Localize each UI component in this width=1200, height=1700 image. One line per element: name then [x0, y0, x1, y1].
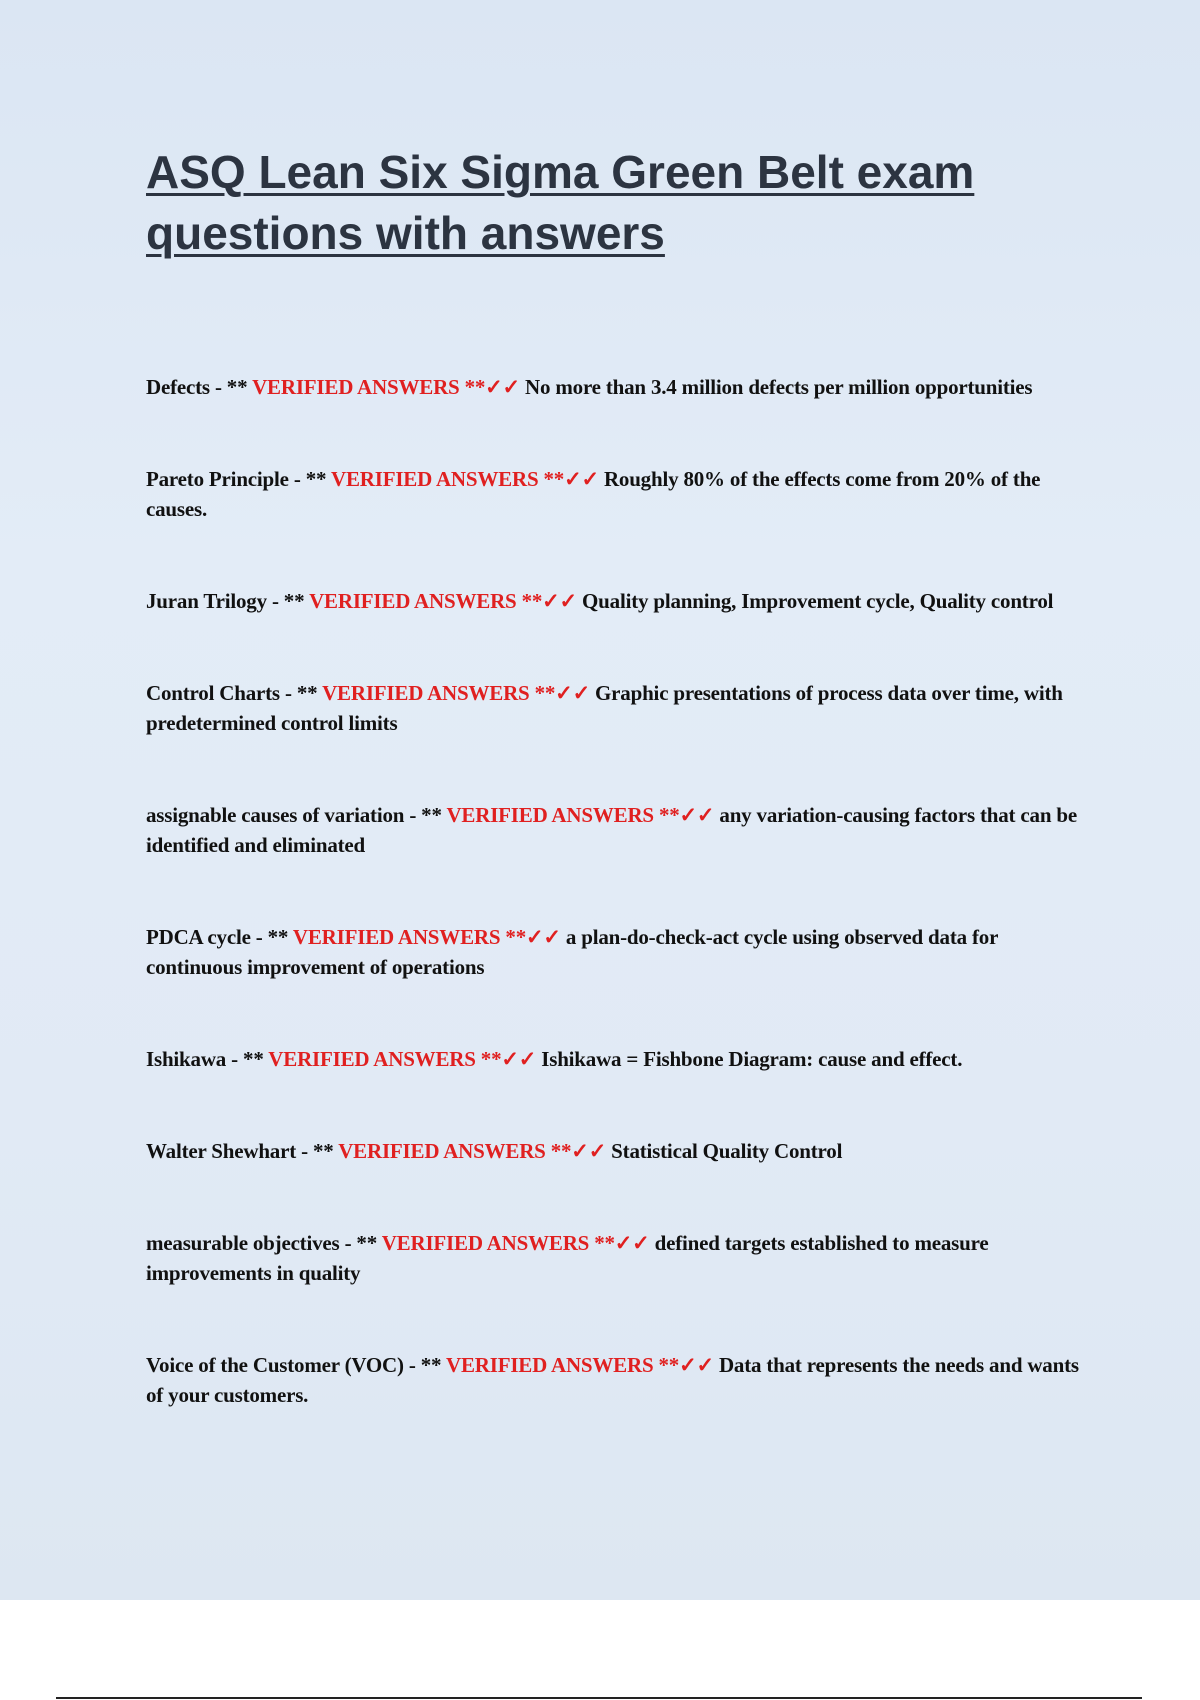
qa-term: Control Charts: [146, 681, 280, 705]
verified-label: VERIFIED ANSWERS: [268, 1047, 476, 1071]
prefix-marks: **: [356, 1231, 382, 1255]
qa-answer: a plan-do-check-act cycle using observed data for continuous improvement of operations: [146, 925, 998, 979]
qa-entry: [146, 1350, 1096, 1472]
qa-term: measurable objectives: [146, 1231, 340, 1255]
check-icon: **✓✓: [545, 1139, 607, 1163]
check-icon: **✓✓: [516, 589, 577, 613]
qa-entry: [146, 1044, 1096, 1136]
verified-label: VERIFIED ANSWERS: [338, 1139, 546, 1163]
separator: -: [404, 803, 422, 827]
check-icon: **✓✓: [653, 1353, 714, 1377]
verified-label: VERIFIED ANSWERS: [381, 1231, 590, 1255]
verified-label: VERIFIED ANSWERS: [252, 375, 460, 399]
qa-answer: Graphic presentations of process data over time, with predetermined control limits: [146, 681, 1063, 735]
prefix-marks: **: [312, 1139, 339, 1163]
prefix-marks: **: [305, 467, 331, 491]
verified-label: VERIFIED ANSWERS: [309, 589, 517, 613]
qa-entry: [146, 922, 1096, 1044]
verified-label: VERIFIED ANSWERS: [322, 681, 530, 705]
prefix-marks: **: [283, 589, 310, 613]
check-icon: **✓✓: [500, 925, 561, 949]
verified-label: VERIFIED ANSWERS: [330, 467, 539, 491]
check-icon: **✓✓: [459, 375, 520, 399]
qa-term: Pareto Principle: [146, 467, 289, 491]
qa-answer: No more than 3.4 million defects per million opportunities: [525, 375, 1033, 399]
prefix-marks: **: [296, 681, 323, 705]
qa-answer: any variation-causing factors that can be identified and eliminated: [146, 803, 1077, 857]
qa-answer: Statistical Quality Control: [611, 1139, 843, 1163]
prefix-marks: **: [267, 925, 293, 949]
qa-term: Ishikawa: [146, 1047, 227, 1071]
separator: -: [209, 375, 227, 399]
qa-term: Juran Trilogy: [146, 589, 267, 613]
prefix-marks: **: [243, 1047, 269, 1071]
separator: -: [403, 1353, 421, 1377]
qa-term: Voice of the Customer (VOC): [146, 1353, 404, 1377]
qa-answer: Quality planning, Improvement cycle, Quality control: [582, 589, 1054, 613]
check-icon: **✓✓: [529, 681, 590, 705]
qa-entry: [146, 678, 1096, 800]
qa-answer: Ishikawa = Fishbone Diagram: cause and effect.: [541, 1047, 963, 1071]
qa-answer: defined targets established to measure improvements in quality: [146, 1231, 989, 1285]
footer-divider: [56, 1697, 1142, 1699]
qa-term: PDCA cycle: [146, 925, 251, 949]
separator: -: [250, 925, 268, 949]
qa-answer: Data that represents the needs and wants of your customers.: [146, 1353, 1079, 1407]
qa-list: [146, 372, 1096, 1472]
prefix-marks: **: [226, 375, 253, 399]
prefix-marks: **: [420, 1353, 446, 1377]
verified-label: VERIFIED ANSWERS: [446, 1353, 654, 1377]
qa-term: assignable causes of variation: [146, 803, 405, 827]
separator: -: [266, 589, 284, 613]
check-icon: **✓✓: [589, 1231, 650, 1255]
verified-label: VERIFIED ANSWERS: [446, 803, 654, 827]
qa-entry: [146, 1228, 1096, 1350]
qa-term: Walter Shewhart: [146, 1139, 297, 1163]
qa-entry: [146, 464, 1096, 586]
document-title: ASQ Lean Six Sigma Green Belt exam questions with answers: [146, 146, 975, 259]
qa-term: Defects: [146, 375, 210, 399]
separator: -: [279, 681, 297, 705]
verified-label: VERIFIED ANSWERS: [292, 925, 501, 949]
prefix-marks: **: [421, 803, 447, 827]
separator: -: [339, 1231, 357, 1255]
qa-answer: Roughly 80% of the effects come from 20% of the causes.: [146, 467, 1041, 521]
separator: -: [226, 1047, 244, 1071]
qa-entry: [146, 372, 1096, 464]
qa-entry: [146, 586, 1096, 678]
qa-entry: [146, 800, 1096, 922]
separator: -: [296, 1139, 313, 1163]
qa-entry: [146, 1136, 1096, 1228]
check-icon: **✓✓: [538, 467, 599, 491]
check-icon: **✓✓: [653, 803, 715, 827]
separator: -: [288, 467, 306, 491]
check-icon: **✓✓: [475, 1047, 537, 1071]
